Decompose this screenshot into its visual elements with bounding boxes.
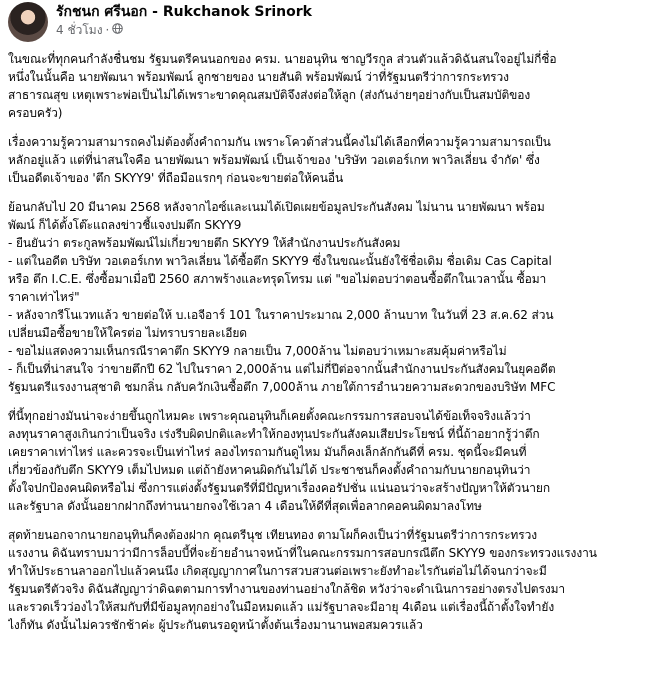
post-text-line: สุดท้ายนอกจากนายกอนุทินก็คงต้องฝาก คุณตรีนุช เทียนทอง ตามโผก็คงเป็นว่าที่รัฐมนตรีว่าการกระทรวง: [8, 528, 537, 542]
post-text-line: หนึ่งในนั้นคือ นายพัฒนา พร้อมพัฒน์ ลูกชายของ นายสันติ พร้อมพัฒน์ ว่าที่รัฐมนตรีว่าการกระทรวง: [8, 70, 509, 84]
post-meta: [56, 22, 312, 38]
post-text-line: เรื่องความรู้ความสามารถคงไม่ต้องตั้งคำถามกัน เพราะโควต้าส่วนนี้คงไม่ได้เลือกที่ความรู้ความสามารถเป็น: [8, 135, 551, 149]
post-paragraph: [8, 198, 662, 396]
post-text-line: และรวดเร็วว่องไวให้สมกับที่มีข้อมูลทุกอย่างในมือหมดแล้ว แม่รัฐบาลจะมีอายุ 4เดือน แต่เรื่องนี้ถ้าตั้งใจทำยัง: [8, 600, 555, 614]
author-block: [56, 2, 312, 38]
post-paragraph: [8, 133, 662, 187]
post-text-line: สาธารณสุข เหตุเพราะพ่อเป็นไม่ได้เพราะขาดคุณสมบัติจึงส่งต่อให้ลูก (ส่งกันง่ายๆอย่างกับเป็นสมบัติของ: [8, 88, 531, 102]
post-text-line: - ขอไม่แสดงความเห็นกรณีราคาตึก SKYY9 กลายเป็น 7,000ล้าน ไม่ตอบว่าเหมาะสมคุ้มค่าหรือไม่: [8, 344, 507, 358]
post-text-line: เคยราคาเท่าไหร่ และควรจะเป็นเท่าไหร่ ลองไทรถามกันดูไหม มันก็คงเล็กลักกันดีที่ ครม. ชุดนี้จะมีคนที่: [8, 445, 527, 459]
post-text-line: ครอบครัว): [8, 106, 63, 120]
post-text-line: พัฒน์ ก็ได้ตั้งโต๊ะแถลงข่าวชี้แจงปมตึก SKYY9: [8, 218, 242, 232]
post-text-line: - ก็เป็นที่น่าสนใจ ว่าขายตึกปี 62 ไปในราคา 2,000ล้าน แต่ไม่กี่ปีต่อจากนั้นสำนักงานประกันสังคมในยุคอดีต: [8, 362, 556, 376]
post-paragraph: [8, 526, 662, 634]
post-header: [8, 0, 662, 50]
post-text-line: - หลังจากรีโนเวทแล้ว ขายต่อให้ บ.เอจีอาร์ 101 ในราคาประมาณ 2,000 ล้านบาท ในวันที่ 23 ส.ค.62 ส่วน: [8, 308, 554, 322]
post-text-line: รัฐมนตรีตัวจริง ดิฉันสัญญาว่าดิฉตตามการทำงานของท่านอย่างใกล้ชิด หวังว่าจะดำเนินการอย่างตรงไปตรงมา: [8, 582, 566, 596]
post-text-line: - แต่ในอดีต บริษัท วอเตอร์เกท พาวิลเลี่ยน ได้ซื้อตึก SKYY9 ซึ่งในขณะนั้นยังใช้ชื่อเดิม ชื่อเดิม Cas Capital: [8, 254, 552, 268]
post-text-line: รัฐมนตรีแรงงานสุชาติ ชมกลิ่น กลับควักเงินซื้อตึก 7,000ล้าน ภายใต้การอำนวยความสะดวกของบริษัท MFC: [8, 380, 556, 394]
post-text-line: เป็นอดีตเจ้าของ 'ตึก SKYY9' ที่ถือมือแรกๆ ก่อนจะขายต่อให้คนอื่น: [8, 171, 344, 185]
author-name[interactable]: รักชนก ศรีนอก - Rukchanok Srinork: [56, 4, 312, 20]
author-avatar[interactable]: [8, 2, 48, 42]
post-paragraph: [8, 50, 662, 122]
post-timestamp[interactable]: 4 ชั่วโมง: [56, 23, 103, 37]
post-text-line: หรือ ตึก I.C.E. ซึ่งซื้อมาเมื่อปี 2560 สภาพร้างและทรุดโทรม แต่ "ขอไม่ตอบว่าตอนซื้อตึกในเวลานั้น ซื้อมา: [8, 272, 547, 286]
post-text-line: ในขณะที่ทุกคนกำลังชื่นชม รัฐมนตรีคนนอกของ ครม. นายอนุทิน ชาญวีรกูล ส่วนตัวแล้วดิฉันสนใจอยู่ไม่กี่ชื่อ: [8, 52, 557, 66]
post-text-line: ราคาเท่าไหร่": [8, 290, 80, 304]
post-text-line: ตั้งใจปกป้องคนผิดหรือไม่ ซึ่งการแต่งตั้งรัฐมนตรีที่มีปัญหาเรื่องคอรัปชั่น แน่นอนว่าจะสร้างปัญหาให้ตัวนายก: [8, 481, 550, 495]
meta-separator: ·: [105, 23, 110, 37]
globe-icon[interactable]: [112, 22, 123, 38]
post-paragraph: [8, 407, 662, 515]
post-text-line: เกี่ยวข้องกับตึก SKYY9 เต็มไปหมด แต่ถ้ายังหาคนผิดกันไม่ได้ ประชาชนก็คงตั้งคำถามกับนายกอนุทินว่า: [8, 463, 531, 477]
post-text-line: ที่นี้ทุกอย่างมันน่าจะง่ายขึ้นถูกไหมคะ เพราะคุณอนุทินก็เคยตั้งคณะกรรมการสอบจนได้ข้อเท็จจริงแล้วว่า: [8, 409, 531, 423]
post-text-line: ไงก็ทัน ดังนั้นไม่ควรชักช้าค่ะ ผู้ประกันตนรอดูหน้าตั้งต้นเรื่องมานานพอสมควรแล้ว: [8, 618, 423, 632]
post-text-line: - ยืนยันว่า ตระกูลพร้อมพัฒน์ไม่เกี่ยวขายตึก SKYY9 ให้สำนักงานประกันสังคม: [8, 236, 401, 250]
post-text-line: หลักอยู่แล้ว แต่ที่น่าสนใจคือ นายพัฒนา พร้อมพัฒน์ เป็นเจ้าของ 'บริษัท วอเตอร์เกท พาวิลเลี่ยน จำกัด' ซึ่ง: [8, 153, 540, 167]
post-text-line: เปลี่ยนมือซื้อขายให้ใครต่อ ไม่ทราบรายละเอียด: [8, 326, 247, 340]
post-text-line: ย้อนกลับไป 20 มีนาคม 2568 หลังจากไอซ์และเนมได้เปิดเผยข้อมูลประกันสังคม ไม่นาน นายพัฒนา พร้อม: [8, 200, 545, 214]
post-text-line: ลงทุนราคาสูงเกินกว่าเป็นจริง เร่งรีบผิดปกติและทำให้กองทุนประกันสังคมเสียประโยชน์ ที่นี้ถ้าอยากรู้ว่าตึก: [8, 427, 540, 441]
post-body: [8, 50, 662, 634]
post-text-line: และรัฐบาล ดังนั้นอยากฝากถึงท่านนายกจงใช้เวลา 4 เดือนให้ดีที่สุดเพื่อลากคอคนผิดมาลงโทษ: [8, 499, 482, 513]
post-text-line: แรงงาน ดิฉันทราบมาว่ามีการล็อบบี้ที่จะย้ายอำนาจหน้าที่ในคณะกรรมการสอบกรณีตึก SKYY9 ของกระทรวงแรงงาน: [8, 546, 597, 560]
post-text-line: ทำให้ประธานลาออกไปแล้วคนนึง เกิดสุญญากาศในการสวบสวนต่อเพราะยังทำอะไรกันต่อไม่ได้จนกว่าจะมี: [8, 564, 547, 578]
